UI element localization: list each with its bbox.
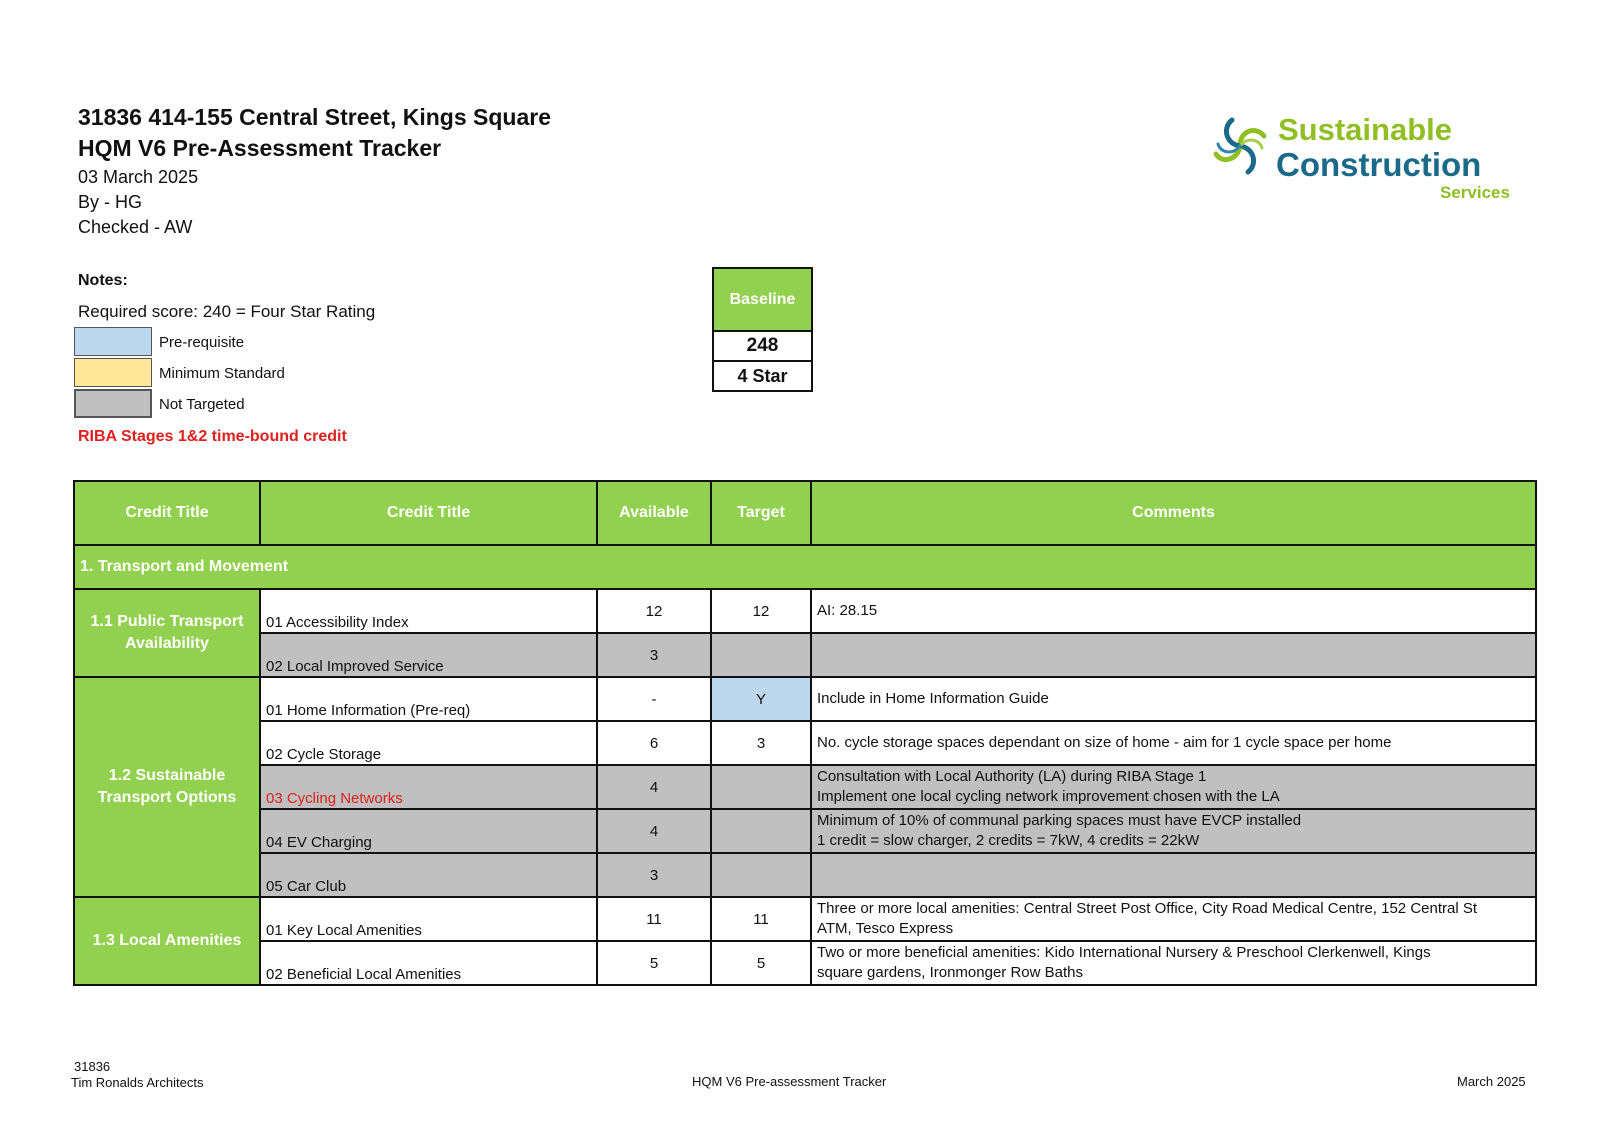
checked-line: Checked - AW	[78, 217, 193, 237]
required-score: Required score: 240 = Four Star Rating	[78, 302, 376, 321]
header-credit-title: Credit Title	[260, 481, 597, 545]
credit-title: 05 Car Club	[260, 853, 597, 897]
credit-title: 01 Key Local Amenities	[260, 897, 597, 941]
credit-comment	[811, 897, 1536, 941]
credit-title: 03 Cycling Networks	[260, 765, 597, 809]
credit-available: 4	[597, 765, 711, 809]
credit-comment	[811, 633, 1536, 677]
logo-text-services: Services	[1440, 183, 1510, 202]
table-row	[74, 589, 1536, 633]
comment-line: Implement one local cycling network improvement chosen with the LA	[817, 788, 1280, 805]
logo-text-construction: Construction	[1276, 146, 1482, 183]
credit-available: 3	[597, 633, 711, 677]
credit-target	[711, 853, 811, 897]
comment-line: AI: 28.15	[817, 602, 878, 619]
legend-label-prerequisite: Pre-requisite	[159, 334, 245, 351]
legend-swatch-not-targeted	[74, 389, 152, 418]
credit-comment	[811, 589, 1536, 633]
category-local-amenities: 1.3 Local Amenities	[74, 897, 260, 985]
credit-available: 4	[597, 809, 711, 853]
document-title: 31836 414-155 Central Street, Kings Square	[78, 104, 552, 130]
credit-comment	[811, 721, 1536, 765]
riba-note: RIBA Stages 1&2 time-bound credit	[78, 428, 347, 445]
credit-comment	[811, 677, 1536, 721]
baseline-box	[712, 267, 813, 392]
header-credit-category: Credit Title	[74, 481, 260, 545]
credit-available: 11	[597, 897, 711, 941]
table-header-row	[74, 481, 1536, 545]
author-line: By - HG	[78, 192, 143, 212]
baseline-score: 248	[714, 332, 811, 362]
table-row	[74, 809, 1536, 853]
comment-line: Minimum of 10% of communal parking spaces must have EVCP installed	[817, 812, 1302, 829]
credit-title: 02 Beneficial Local Amenities	[260, 941, 597, 985]
comment-line: Three or more local amenities: Central Street Post Office, City Road Medical Centre, 152 Central St	[817, 900, 1478, 917]
header-comments: Comments	[811, 481, 1536, 545]
footer-date: March 2025	[1457, 1074, 1526, 1089]
category-sustainable-transport: 1.2 Sustainable Transport Options	[74, 677, 260, 897]
credit-title: 02 Local Improved Service	[260, 633, 597, 677]
credit-comment	[811, 941, 1536, 985]
credit-target	[711, 809, 811, 853]
table-row	[74, 941, 1536, 985]
baseline-rating: 4 Star	[737, 365, 788, 386]
document-date: 03 March 2025	[78, 167, 199, 187]
credit-title: 04 EV Charging	[260, 809, 597, 853]
legend-swatch-prerequisite	[74, 327, 152, 356]
credit-target: 5	[711, 941, 811, 985]
credit-title: 01 Accessibility Index	[260, 589, 597, 633]
comment-line: Include in Home Information Guide	[817, 690, 1049, 707]
footer-company: Tim Ronalds Architects	[71, 1075, 204, 1090]
footer-project-code: 31836	[74, 1059, 111, 1074]
credit-target: Y	[711, 677, 811, 721]
credit-target	[711, 633, 811, 677]
credit-available: -	[597, 677, 711, 721]
table-row	[74, 633, 1536, 677]
swirl-logo-icon	[1208, 114, 1272, 178]
section-title: 1. Transport and Movement	[74, 545, 1536, 589]
credit-comment	[811, 809, 1536, 853]
comment-line: Consultation with Local Authority (LA) during RIBA Stage 1	[817, 768, 1207, 785]
logo-text-sustainable: Sustainable	[1278, 112, 1452, 147]
footer-document-name: HQM V6 Pre-assessment Tracker	[692, 1074, 887, 1089]
comment-line: No. cycle storage spaces dependant on size of home - aim for 1 cycle space per home	[817, 734, 1392, 751]
section-row	[74, 545, 1536, 589]
header-available: Available	[597, 481, 711, 545]
company-logo	[1208, 112, 1528, 208]
credit-target: 3	[711, 721, 811, 765]
table-row	[74, 897, 1536, 941]
table-row	[74, 677, 1536, 721]
notes-heading: Notes:	[78, 272, 128, 289]
baseline-header: Baseline	[714, 269, 811, 332]
credits-table	[73, 480, 1537, 986]
credit-comment	[811, 765, 1536, 809]
credit-available: 6	[597, 721, 711, 765]
document-subtitle: HQM V6 Pre-Assessment Tracker	[78, 135, 442, 161]
header-target: Target	[711, 481, 811, 545]
category-public-transport: 1.1 Public Transport Availability	[74, 589, 260, 677]
legend-label-not-targeted: Not Targeted	[159, 396, 245, 413]
credit-target: 12	[711, 589, 811, 633]
credit-target: 11	[711, 897, 811, 941]
comment-line: ATM, Tesco Express	[817, 920, 954, 937]
credit-title: 02 Cycle Storage	[260, 721, 597, 765]
table-row	[74, 721, 1536, 765]
credit-available: 12	[597, 589, 711, 633]
credit-available: 5	[597, 941, 711, 985]
comment-line: Two or more beneficial amenities: Kido International Nursery & Preschool Clerkenwell, Kings	[817, 944, 1431, 961]
comment-line: 1 credit = slow charger, 2 credits = 7kW, 4 credits = 22kW	[817, 832, 1200, 849]
credit-target	[711, 765, 811, 809]
legend-label-minimum-standard: Minimum Standard	[159, 365, 285, 382]
credit-title: 01 Home Information (Pre-req)	[260, 677, 597, 721]
legend-swatch-minimum-standard	[74, 358, 152, 387]
table-row	[74, 853, 1536, 897]
table-row	[74, 765, 1536, 809]
credit-comment	[811, 853, 1536, 897]
comment-line: square gardens, Ironmonger Row Baths	[817, 964, 1083, 981]
credit-available: 3	[597, 853, 711, 897]
